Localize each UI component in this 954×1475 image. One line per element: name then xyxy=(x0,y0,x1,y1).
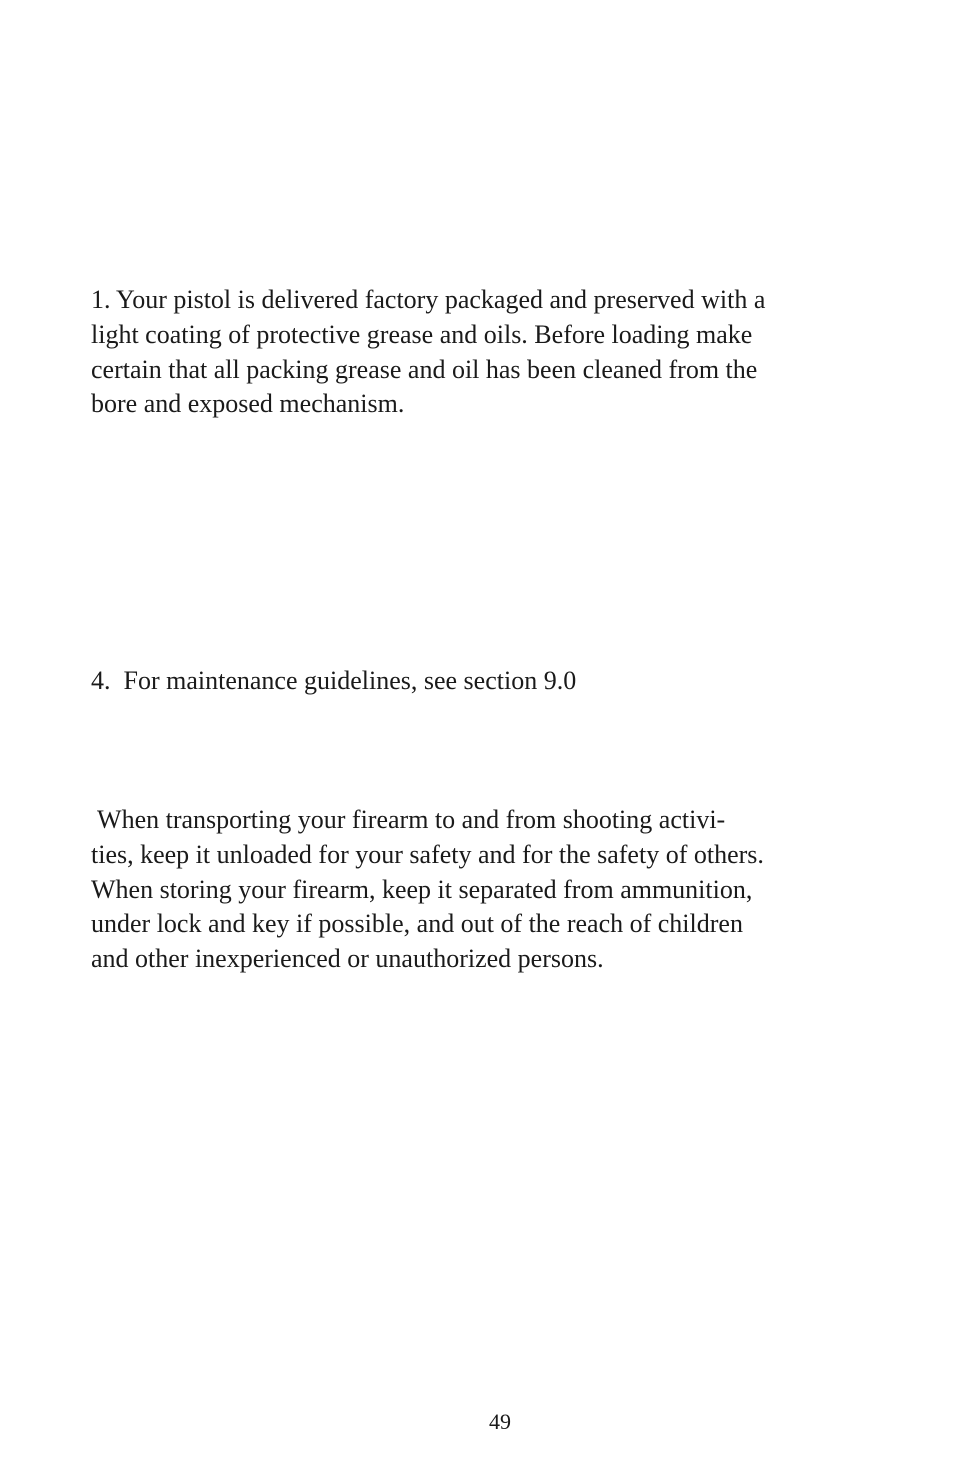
paragraph-line: 1. Your pistol is delivered factory packaged and preserved with a xyxy=(91,285,766,314)
paragraph-line: ties, keep it unloaded for your safety and for the safety of others. xyxy=(91,839,764,869)
paragraph-unpacking xyxy=(91,283,765,422)
paragraph-line: certain that all packing grease and oil has been cleaned from the xyxy=(91,354,758,384)
paragraph-line: bore and exposed mechanism. xyxy=(91,389,405,419)
paragraph-line: under lock and key if possible, and out of the reach of children xyxy=(91,909,743,939)
paragraph-line: and other inexperienced or unauthorized persons. xyxy=(91,944,604,974)
paragraph-line: When storing your firearm, keep it separated from ammunition, xyxy=(91,874,753,904)
paragraph-line: 4. For maintenance guidelines, see section 9.0 xyxy=(91,666,577,695)
page-number: 49 xyxy=(489,1409,511,1434)
paragraph-line: light coating of protective grease and oils. Before loading make xyxy=(91,319,753,349)
paragraph-transport-storage xyxy=(91,803,764,977)
paragraph-maintenance xyxy=(91,664,576,699)
paragraph-line: When transporting your firearm to and from shooting activi- xyxy=(91,805,726,834)
